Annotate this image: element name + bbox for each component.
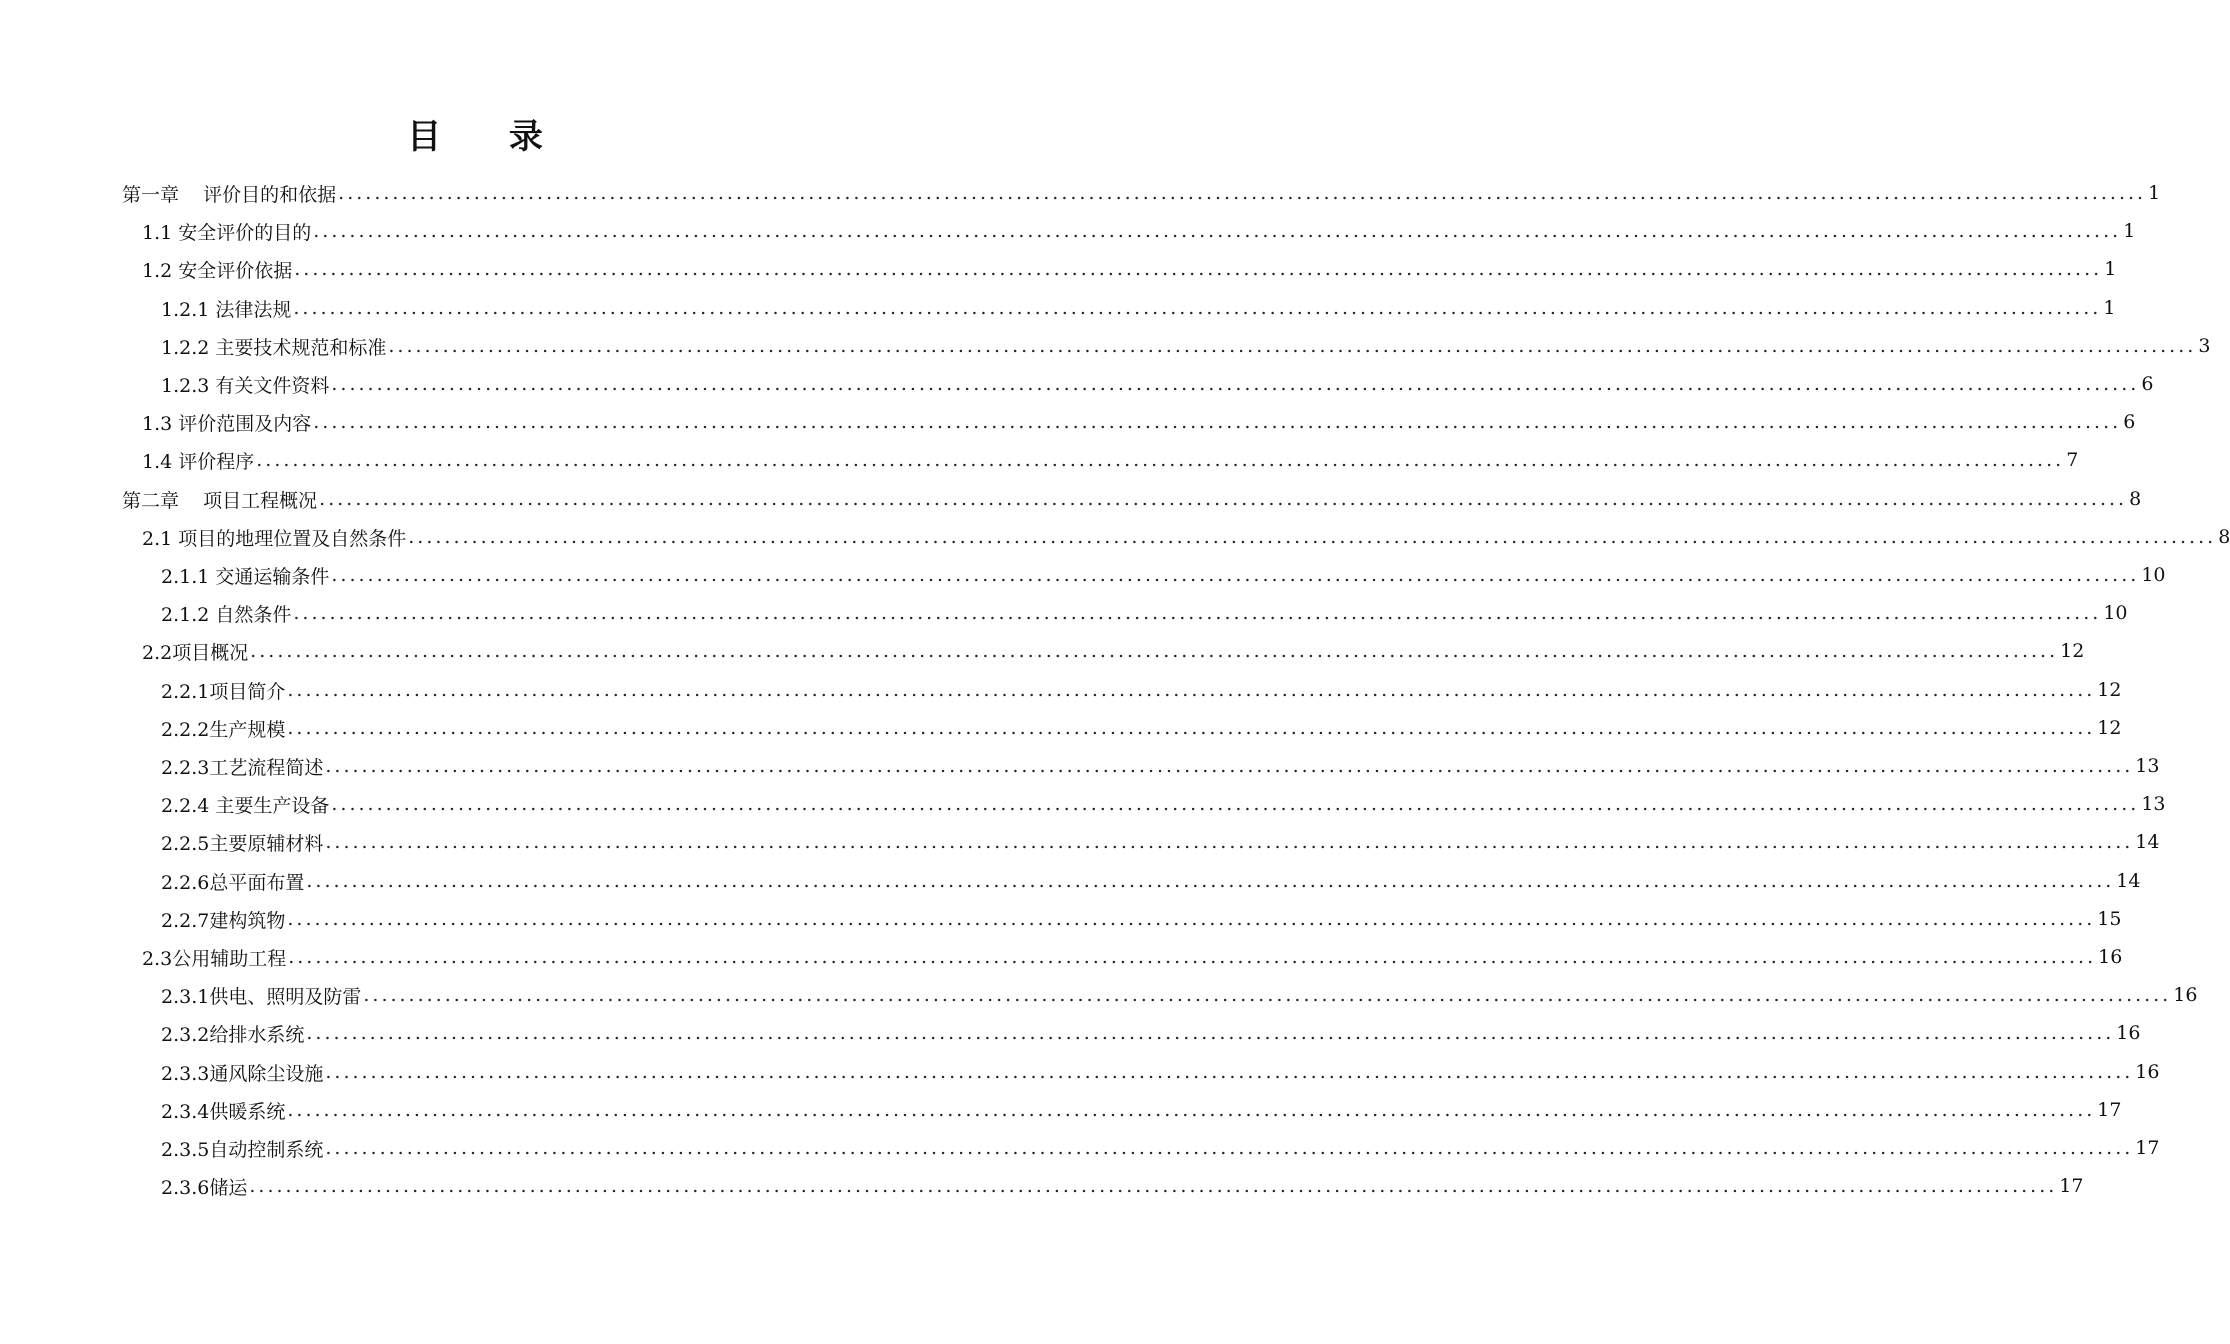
toc-dot-leader: ........................................................................................................................................................................................................: [287, 679, 2096, 701]
toc-dot-leader: ........................................................................................................................................................................................................: [306, 870, 2115, 892]
toc-entry[interactable]: [122, 480, 2142, 518]
toc-entry-label: 2.1.2 自然条件: [161, 603, 292, 626]
toc-entry[interactable]: [161, 1091, 2122, 1129]
toc-title: 目 录: [407, 117, 571, 157]
toc-dot-leader: ........................................................................................................................................................................................................: [294, 258, 2103, 280]
toc-entry[interactable]: [161, 785, 2166, 823]
toc-entry-page-number: 1: [2104, 258, 2117, 280]
toc-dot-leader: ........................................................................................................................................................................................................: [313, 220, 2122, 242]
toc-entry-page-number: 6: [2123, 411, 2136, 433]
toc-dot-leader: ........................................................................................................................................................................................................: [388, 335, 2197, 357]
toc-entry[interactable]: [142, 441, 2079, 479]
toc-entry-page-number: 16: [2116, 1022, 2141, 1044]
toc-entry-page-number: 1: [2123, 220, 2136, 242]
toc-entry[interactable]: [161, 1053, 2160, 1091]
toc-entry-label: 1.2.1 法律法规: [161, 298, 292, 321]
toc-dot-leader: ........................................................................................................................................................................................................: [287, 717, 2096, 739]
toc-entry-label: 2.2.3工艺流程简述: [161, 756, 324, 779]
toc-entry-label: 1.3 评价范围及内容: [142, 412, 312, 435]
toc-entry[interactable]: [161, 976, 2198, 1014]
toc-entry-page-number: 17: [2097, 1099, 2122, 1121]
toc-dot-leader: ........................................................................................................................................................................................................: [325, 1061, 2134, 1083]
toc-entry[interactable]: [161, 289, 2116, 327]
toc-entry-page-number: 12: [2060, 640, 2085, 662]
toc-dot-leader: ........................................................................................................................................................................................................: [293, 602, 2102, 624]
toc-dot-leader: ........................................................................................................................................................................................................: [288, 946, 2097, 968]
toc-entry-page-number: 12: [2097, 717, 2122, 739]
toc-entry-label: 1.2.3 有关文件资料: [161, 374, 330, 397]
toc-entry-page-number: 14: [2116, 870, 2141, 892]
toc-entry-page-number: 13: [2135, 755, 2160, 777]
toc-entry[interactable]: [161, 1129, 2160, 1167]
toc-entry-page-number: 17: [2059, 1175, 2084, 1197]
toc-entry-label: 2.3公用辅助工程: [142, 947, 287, 970]
toc-entry-page-number: 13: [2141, 793, 2166, 815]
toc-entry[interactable]: [161, 900, 2122, 938]
toc-entry-page-number: 7: [2066, 449, 2079, 471]
toc-dot-leader: ........................................................................................................................................................................................................: [331, 564, 2140, 586]
toc-dot-leader: ........................................................................................................................................................................................................: [313, 411, 2122, 433]
toc-entry-label: 2.3.1供电、照明及防雷: [161, 985, 362, 1008]
toc-entry[interactable]: [142, 632, 2085, 670]
toc-entry[interactable]: [142, 212, 2136, 250]
toc-dot-leader: ........................................................................................................................................................................................................: [287, 1099, 2096, 1121]
toc-entry-page-number: 3: [2198, 335, 2211, 357]
toc-entry-label: 1.4 评价程序: [142, 450, 255, 473]
toc-entry-label: 1.2 安全评价依据: [142, 259, 293, 282]
toc-dot-leader: ........................................................................................................................................................................................................: [325, 755, 2134, 777]
toc-entry-page-number: 6: [2141, 373, 2154, 395]
toc-dot-leader: ........................................................................................................................................................................................................: [293, 297, 2102, 319]
toc-entry-page-number: 1: [2148, 182, 2161, 204]
toc-entry[interactable]: [161, 594, 2128, 632]
toc-entry-page-number: 15: [2097, 908, 2122, 930]
toc-entry-label: 2.3.2给排水系统: [161, 1023, 305, 1046]
toc-dot-leader: ........................................................................................................................................................................................................: [249, 1175, 2058, 1197]
toc-dot-leader: ........................................................................................................................................................................................................: [319, 488, 2128, 510]
toc-entry-page-number: 1: [2103, 297, 2116, 319]
toc-dot-leader: ........................................................................................................................................................................................................: [331, 373, 2140, 395]
toc-dot-leader: ........................................................................................................................................................................................................: [325, 831, 2134, 853]
toc-entry[interactable]: [161, 747, 2160, 785]
toc-dot-leader: ........................................................................................................................................................................................................: [363, 984, 2172, 1006]
toc-entry-label: 2.1 项目的地理位置及自然条件: [142, 527, 407, 550]
toc-entry-page-number: 16: [2098, 946, 2123, 968]
toc-entry-label: 2.3.3通风除尘设施: [161, 1062, 324, 1085]
toc-entry-page-number: 8: [2129, 488, 2142, 510]
toc-entry-label: 2.3.6储运: [161, 1176, 248, 1199]
toc-entry-label: 2.2.4 主要生产设备: [161, 794, 330, 817]
toc-entry-page-number: 14: [2135, 831, 2160, 853]
toc-entry-label: 2.3.5自动控制系统: [161, 1138, 324, 1161]
toc-entry-label: 2.1.1 交通运输条件: [161, 565, 330, 588]
toc-entry[interactable]: [142, 403, 2136, 441]
toc-entry-label: 1.1 安全评价的目的: [142, 221, 312, 244]
toc-dot-leader: ........................................................................................................................................................................................................: [306, 1022, 2115, 1044]
toc-entry[interactable]: [161, 862, 2141, 900]
toc-entry-page-number: 8: [2218, 526, 2230, 548]
toc-entry-label: 2.2项目概况: [142, 641, 249, 664]
toc-entry[interactable]: [161, 327, 2211, 365]
toc-entry[interactable]: [161, 709, 2122, 747]
toc-entry[interactable]: [122, 174, 2161, 212]
toc-entry[interactable]: [161, 823, 2160, 861]
toc-entry[interactable]: [161, 556, 2166, 594]
toc-entry-label: 2.2.7建构筑物: [161, 909, 286, 932]
toc-entry-page-number: 10: [2103, 602, 2128, 624]
toc-entry-page-number: 16: [2135, 1061, 2160, 1083]
toc-entry[interactable]: [161, 671, 2122, 709]
toc-dot-leader: ........................................................................................................................................................................................................: [408, 526, 2217, 548]
toc-entry-page-number: 12: [2097, 679, 2122, 701]
toc-entry-label: 2.2.5主要原辅材料: [161, 832, 324, 855]
toc-entry-label: 2.3.4供暖系统: [161, 1100, 286, 1123]
toc-entry-label: 第一章 评价目的和依据: [122, 183, 337, 206]
toc-entry[interactable]: [161, 365, 2154, 403]
toc-dot-leader: ........................................................................................................................................................................................................: [256, 449, 2065, 471]
toc-dot-leader: ........................................................................................................................................................................................................: [325, 1137, 2134, 1159]
toc-entry-label: 2.2.6总平面布置: [161, 871, 305, 894]
toc-entry-page-number: 16: [2173, 984, 2198, 1006]
toc-dot-leader: ........................................................................................................................................................................................................: [338, 182, 2147, 204]
toc-entry-label: 1.2.2 主要技术规范和标准: [161, 336, 387, 359]
toc-entry-label: 2.2.2生产规模: [161, 718, 286, 741]
toc-entry[interactable]: [161, 1014, 2141, 1052]
toc-dot-leader: ........................................................................................................................................................................................................: [250, 640, 2059, 662]
toc-entry[interactable]: [142, 250, 2117, 288]
toc-entry[interactable]: [142, 518, 2230, 556]
toc-dot-leader: ........................................................................................................................................................................................................: [287, 908, 2096, 930]
toc-entry-label: 2.2.1项目简介: [161, 680, 286, 703]
toc-entry-label: 第二章 项目工程概况: [122, 489, 318, 512]
toc-entry-page-number: 10: [2141, 564, 2166, 586]
toc-dot-leader: ........................................................................................................................................................................................................: [331, 793, 2140, 815]
toc-entry[interactable]: [142, 938, 2123, 976]
toc-entry-page-number: 17: [2135, 1137, 2160, 1159]
toc-entry[interactable]: [161, 1167, 2084, 1205]
